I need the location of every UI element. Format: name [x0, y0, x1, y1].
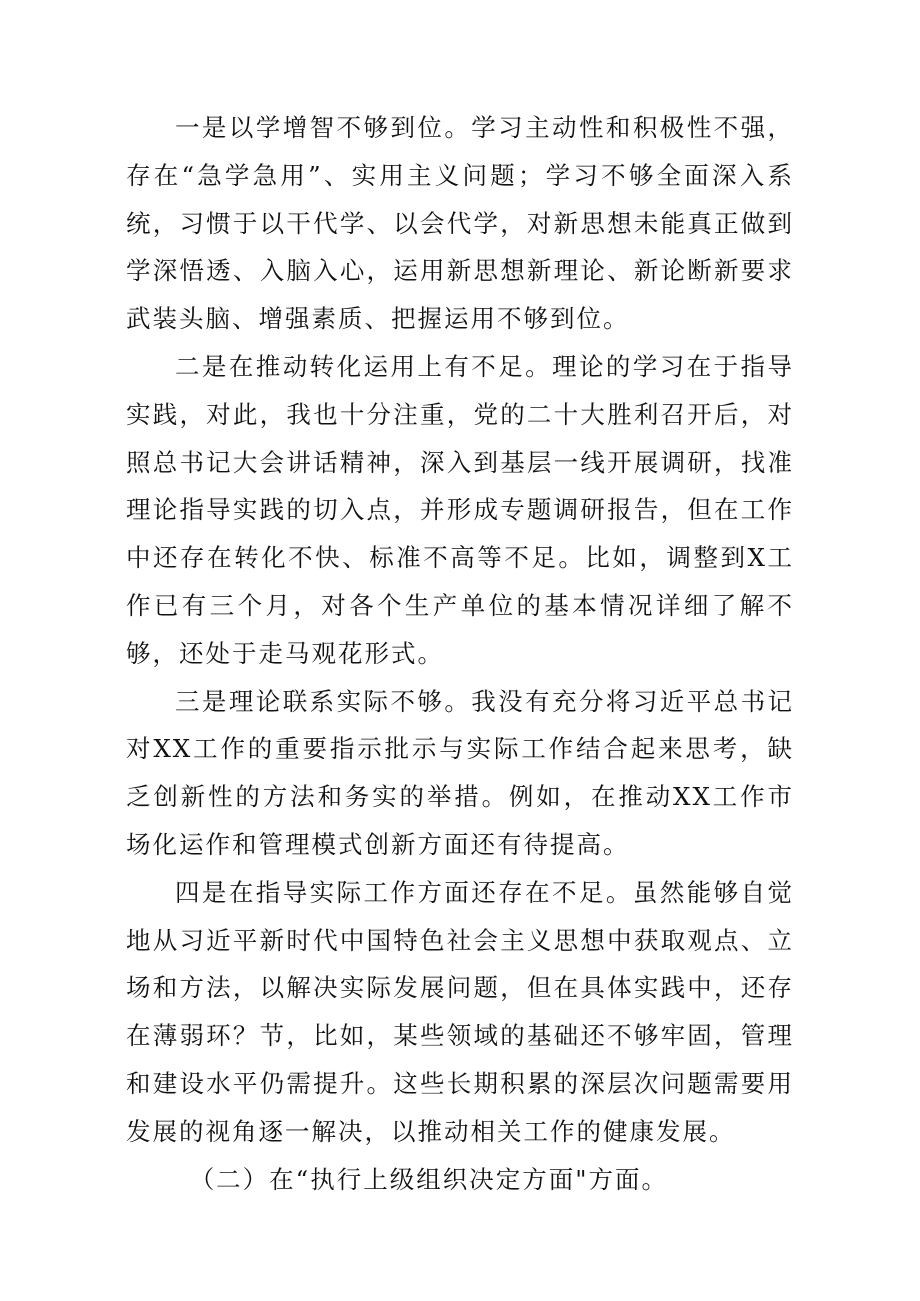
paragraph-1: 一是以学增智不够到位。学习主动性和积极性不强，存在“急学急用”、实用主义问题；学习不够全面深入系统，习惯于以干代学、以会代学，对新思想未能真正做到学深悟透、入脑入心，运用新思想新理论、新论断新要求武装头脑、增强素质、把握运用不够到位。 — [126, 113, 794, 334]
paragraph-2: 二是在推动转化运用上有不足。理论的学习在于指导实践，对此，我也十分注重，党的二十大胜利召开后，对照总书记大会讲话精神，深入到基层一线开展调研，找准理论指导实践的切入点，并形成专题调研报告，但在工作中还存在转化不快、标准不高等不足。比如，调整到X工作已有三个月，对各个生产单位的基本情况详细了解不够，还处于走马观花形式。 — [126, 351, 794, 668]
paragraph-3: 三是理论联系实际不够。我没有充分将习近平总书记对XX工作的重要指示批示与实际工作结合起来思考，缺乏创新性的方法和务实的举措。例如，在推动XX工作市场化运作和管理模式创新方面还有待提高。 — [126, 686, 794, 859]
section-heading: （二）在“执行上级组织决定方面"方面。 — [189, 1164, 668, 1194]
document-body — [126, 104, 794, 1203]
paragraph-4: 四是在指导实际工作方面还存在不足。虽然能够自觉地从习近平新时代中国特色社会主义思想中获取观点、立场和方法，以解决实际发展问题，但在具体实践中，还存在薄弱环？节，比如，某些领域的基础还不够牢固，管理和建设水平仍需提升。这些长期积累的深层次问题需要用发展的视角逐一解决，以推动相关工作的健康发展。 — [126, 877, 794, 1146]
